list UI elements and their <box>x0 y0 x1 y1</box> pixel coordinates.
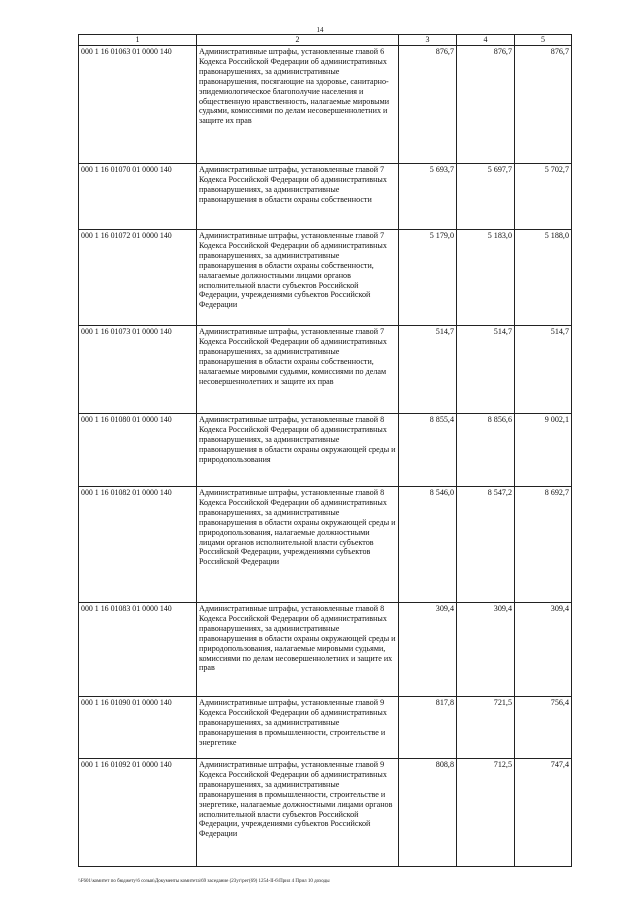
value-col4: 876,7 <box>457 46 515 164</box>
budget-code: 000 1 16 01070 01 0000 140 <box>79 164 197 230</box>
table-row <box>79 759 572 867</box>
value-col4: 8 547,2 <box>457 487 515 603</box>
value-col5: 747,4 <box>515 759 572 867</box>
table-row <box>79 326 572 414</box>
column-header-5: 5 <box>515 35 572 46</box>
revenue-table <box>78 34 572 867</box>
table-row <box>79 487 572 603</box>
value-col5: 9 002,1 <box>515 414 572 487</box>
budget-code: 000 1 16 01063 01 0000 140 <box>79 46 197 164</box>
value-col3: 5 693,7 <box>399 164 457 230</box>
table-row <box>79 46 572 164</box>
budget-code: 000 1 16 01083 01 0000 140 <box>79 603 197 697</box>
revenue-description: Административные штрафы, установленные главой 9 Кодекса Российской Федерации об административных правонарушениях, за административные правонарушения в промышленности, строительстве и энергетике, налагаемые должностными лицами органов исполнительной власти субъектов Российской Федерации, учреждениями субъектов Российской Федерации <box>197 759 399 867</box>
value-col5: 876,7 <box>515 46 572 164</box>
value-col5: 5 188,0 <box>515 230 572 326</box>
budget-code: 000 1 16 01072 01 0000 140 <box>79 230 197 326</box>
value-col4: 5 697,7 <box>457 164 515 230</box>
value-col3: 309,4 <box>399 603 457 697</box>
value-col3: 8 546,0 <box>399 487 457 603</box>
revenue-description: Административные штрафы, установленные главой 8 Кодекса Российской Федерации об административных правонарушениях, за административные правонарушения в области охраны окружающей среды и природопользования, налагаемые мировыми судьями, комиссиями по делам несовершеннолетних и защите их прав <box>197 603 399 697</box>
value-col3: 8 855,4 <box>399 414 457 487</box>
value-col3: 808,8 <box>399 759 457 867</box>
page-number: 14 <box>316 26 324 34</box>
value-col3: 5 179,0 <box>399 230 457 326</box>
value-col3: 514,7 <box>399 326 457 414</box>
value-col5: 8 692,7 <box>515 487 572 603</box>
budget-code: 000 1 16 01080 01 0000 140 <box>79 414 197 487</box>
budget-code: 000 1 16 01092 01 0000 140 <box>79 759 197 867</box>
budget-code: 000 1 16 01090 01 0000 140 <box>79 697 197 759</box>
table-row <box>79 603 572 697</box>
value-col3: 876,7 <box>399 46 457 164</box>
file-path-footer: \\F601\комитет по бюджету\6 созыв\Документы комитета\69 заседание (23уг\рег(69) 1254-II-6\Прил 4 Прил 10 доходы <box>78 879 330 884</box>
table-row <box>79 230 572 326</box>
value-col4: 309,4 <box>457 603 515 697</box>
revenue-description: Административные штрафы, установленные главой 8 Кодекса Российской Федерации об административных правонарушениях, за административные правонарушения в области охраны окружающей среды и природопользования <box>197 414 399 487</box>
value-col5: 5 702,7 <box>515 164 572 230</box>
revenue-description: Административные штрафы, установленные главой 7 Кодекса Российской Федерации об административных правонарушениях, за административные правонарушения в области охраны собственности, налагаемые мировыми судьями, комиссиями по делам несовершеннолетних и защите их прав <box>197 326 399 414</box>
value-col5: 756,4 <box>515 697 572 759</box>
table-row <box>79 414 572 487</box>
budget-code: 000 1 16 01073 01 0000 140 <box>79 326 197 414</box>
column-header-3: 3 <box>399 35 457 46</box>
column-header-2: 2 <box>197 35 399 46</box>
table-row <box>79 164 572 230</box>
table-row <box>79 697 572 759</box>
revenue-description: Административные штрафы, установленные главой 9 Кодекса Российской Федерации об административных правонарушениях, за административные правонарушения в промышленности, строительстве и энергетике <box>197 697 399 759</box>
table-header-row <box>79 35 572 46</box>
revenue-description: Административные штрафы, установленные главой 6 Кодекса Российской Федерации об административных правонарушениях, за административные правонарушения, посягающие на здоровье, санитарно-эпидемиологическое благополучие населения и общественную нравственность, налагаемые мировыми судьями, комиссиями по делам несовершеннолетних и защите их прав <box>197 46 399 164</box>
column-header-4: 4 <box>457 35 515 46</box>
value-col4: 5 183,0 <box>457 230 515 326</box>
revenue-description: Административные штрафы, установленные главой 7 Кодекса Российской Федерации об административных правонарушениях, за административные правонарушения в области охраны собственности <box>197 164 399 230</box>
column-header-1: 1 <box>79 35 197 46</box>
revenue-description: Административные штрафы, установленные главой 8 Кодекса Российской Федерации об административных правонарушениях, за административные правонарушения в области охраны окружающей среды и природопользования, налагаемые должностными лицами органов исполнительной власти субъектов Российской Федерации, учреждениями субъектов Российской Федерации <box>197 487 399 603</box>
value-col4: 8 856,6 <box>457 414 515 487</box>
revenue-description: Административные штрафы, установленные главой 7 Кодекса Российской Федерации об административных правонарушениях, за административные правонарушения в области охраны собственности, налагаемые должностными лицами органов исполнительной власти субъектов Российской Федерации, учреждениями субъектов Российской Федерации <box>197 230 399 326</box>
value-col5: 514,7 <box>515 326 572 414</box>
budget-code: 000 1 16 01082 01 0000 140 <box>79 487 197 603</box>
value-col4: 712,5 <box>457 759 515 867</box>
value-col4: 721,5 <box>457 697 515 759</box>
value-col5: 309,4 <box>515 603 572 697</box>
value-col4: 514,7 <box>457 326 515 414</box>
value-col3: 817,8 <box>399 697 457 759</box>
